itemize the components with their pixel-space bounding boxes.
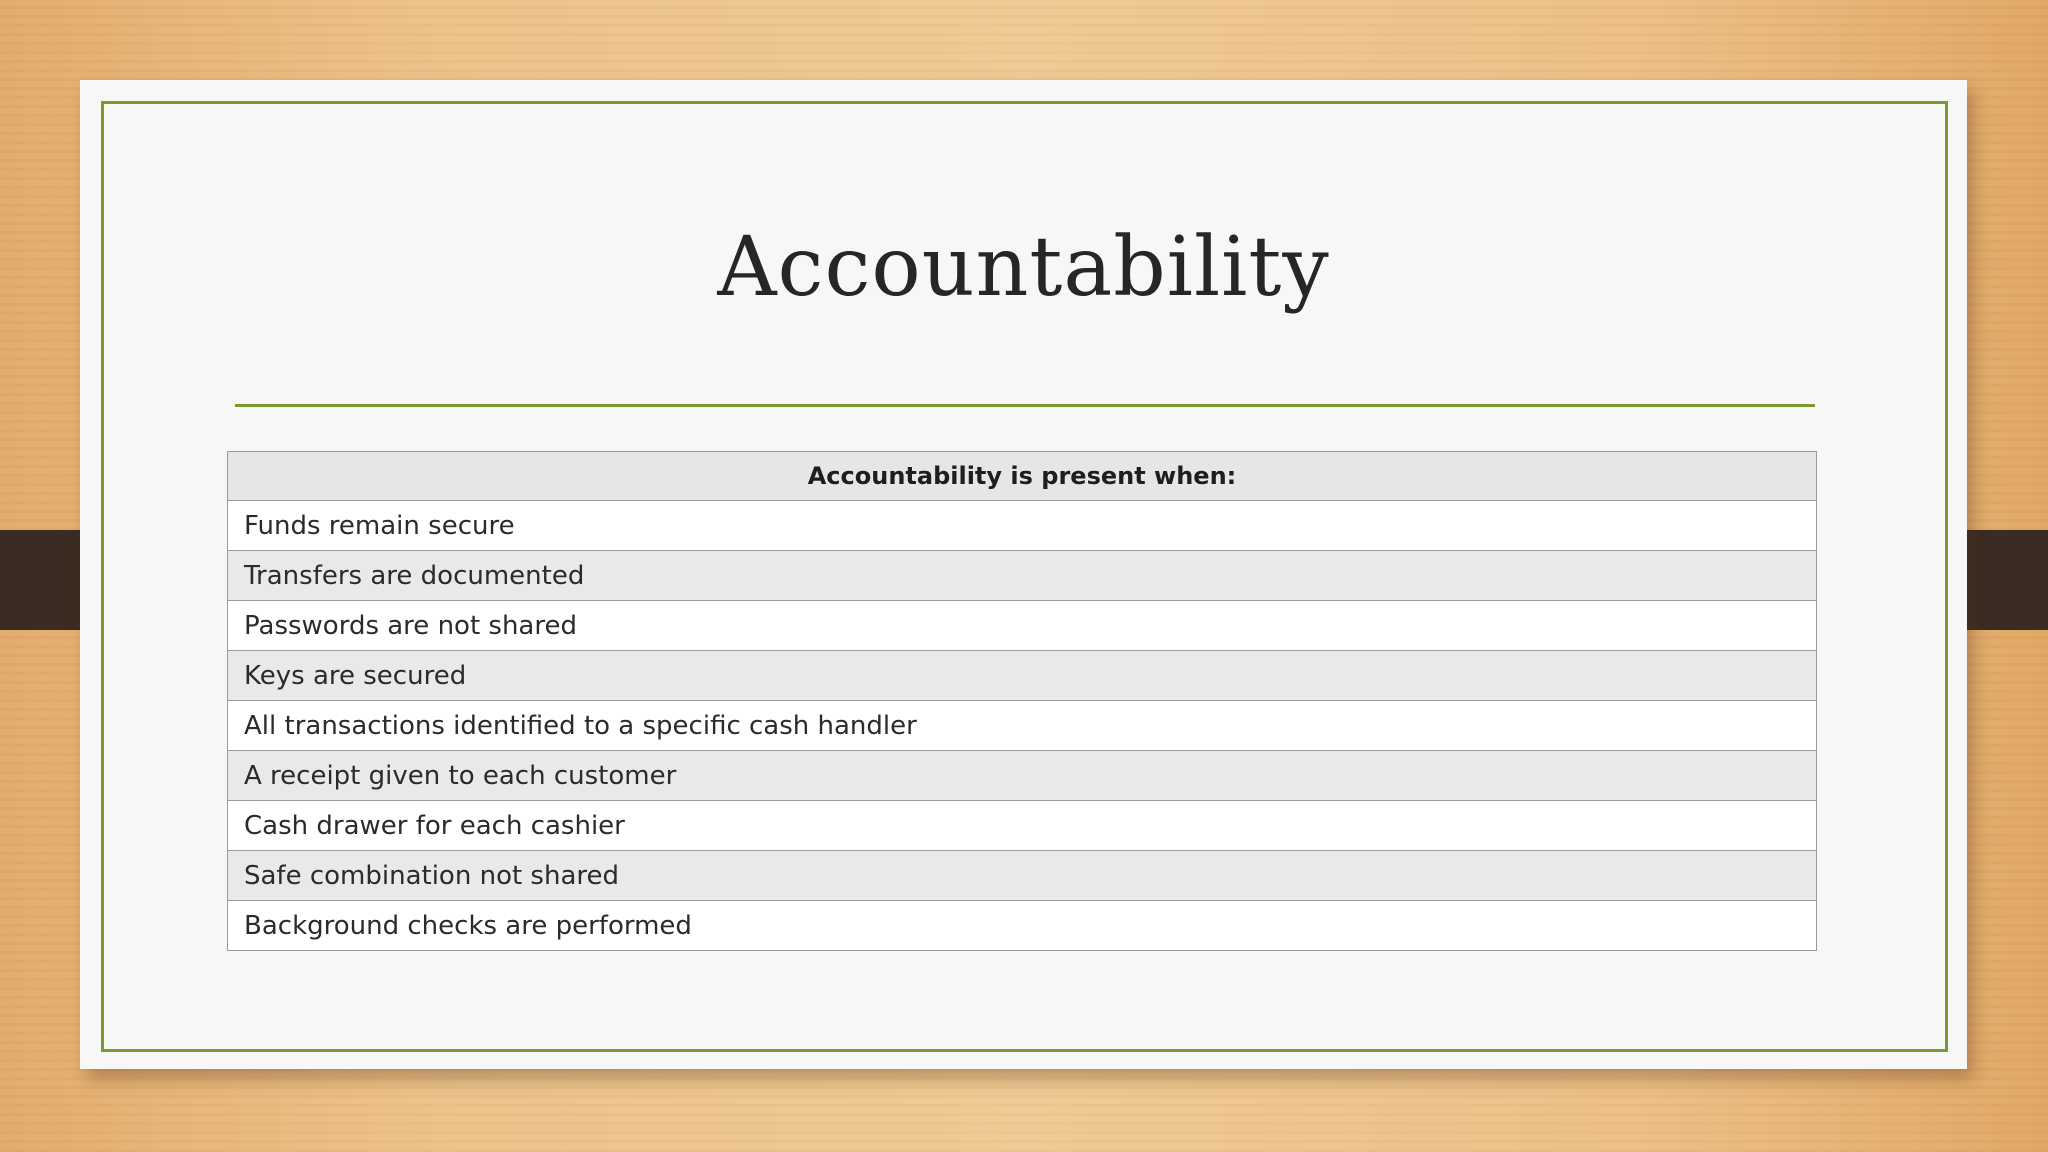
table-cell: Funds remain secure <box>228 501 1817 551</box>
table-header: Accountability is present when: <box>228 452 1817 501</box>
table-cell: Background checks are performed <box>228 901 1817 951</box>
table-row <box>228 851 1817 901</box>
slide <box>80 80 1967 1069</box>
table-row <box>228 651 1817 701</box>
table-cell: Transfers are documented <box>228 551 1817 601</box>
table-cell: Safe combination not shared <box>228 851 1817 901</box>
table-row <box>228 501 1817 551</box>
accountability-table <box>227 451 1817 951</box>
table-header-row <box>228 452 1817 501</box>
table-row <box>228 601 1817 651</box>
table-row <box>228 701 1817 751</box>
table-row <box>228 751 1817 801</box>
table-cell: All transactions identified to a specific cash handler <box>228 701 1817 751</box>
table-cell: Keys are secured <box>228 651 1817 701</box>
title-divider <box>235 404 1815 407</box>
table-cell: A receipt given to each customer <box>228 751 1817 801</box>
table-row <box>228 551 1817 601</box>
slide-title: Accountability <box>717 220 1330 315</box>
table-row <box>228 801 1817 851</box>
table-cell: Cash drawer for each cashier <box>228 801 1817 851</box>
table-cell: Passwords are not shared <box>228 601 1817 651</box>
table-row <box>228 901 1817 951</box>
